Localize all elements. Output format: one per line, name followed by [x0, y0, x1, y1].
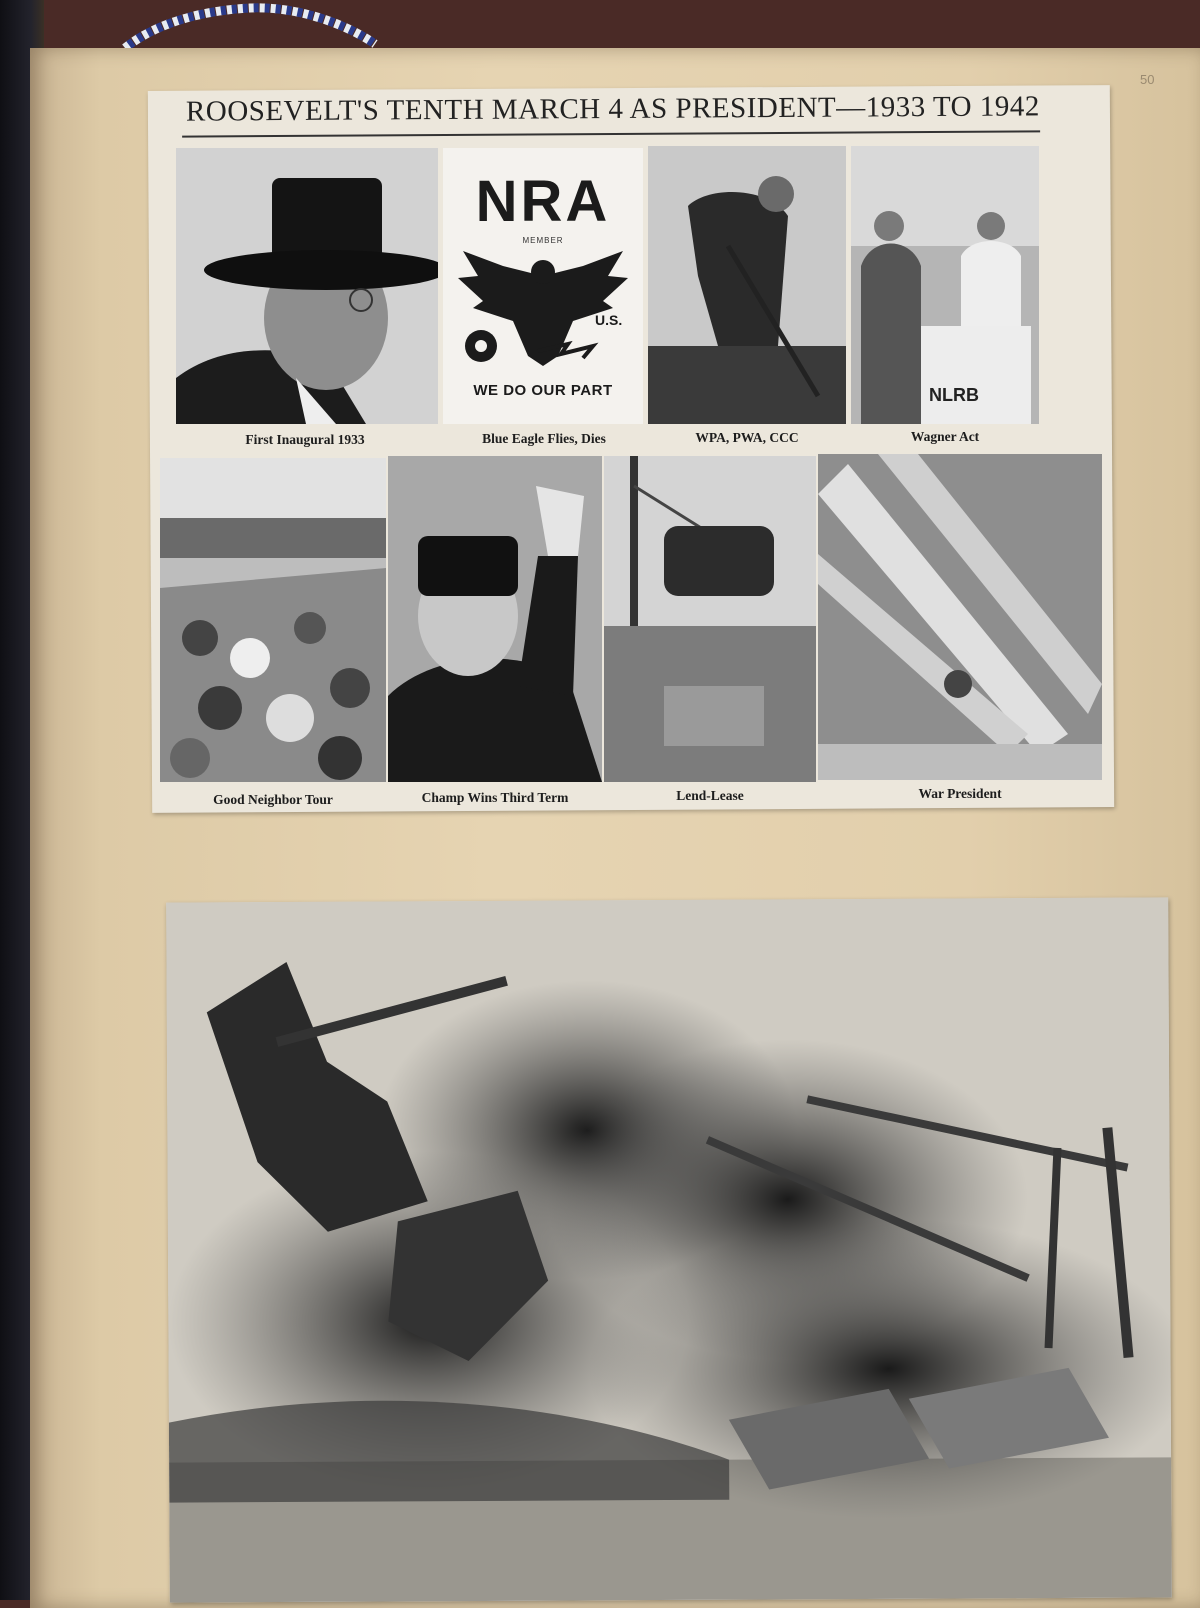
photo-good-neighbor-tour	[160, 458, 386, 782]
nra-member-label: MEMBER	[522, 236, 564, 245]
caption-wpa-pwa-ccc: WPA, PWA, CCC	[695, 430, 799, 445]
caption-war-president: War President	[918, 786, 1002, 801]
caption-first-inaugural: First Inaugural 1933	[245, 432, 365, 447]
photo-first-inaugural	[176, 148, 438, 424]
photo-wpa-worker	[648, 146, 846, 424]
nra-poster	[443, 148, 643, 424]
caption-good-neighbor-tour: Good Neighbor Tour	[213, 792, 333, 807]
nra-title: NRA	[475, 169, 611, 234]
nlrb-box-label: NLRB	[929, 385, 979, 405]
nra-country-label: U.S.	[595, 312, 623, 328]
caption-wagner-act: Wagner Act	[910, 429, 980, 444]
photo-champ-third-term	[388, 456, 602, 782]
photo-lend-lease	[604, 456, 816, 782]
nra-motto: WE DO OUR PART	[473, 382, 613, 399]
caption-champ-third-term: Champ Wins Third Term	[421, 790, 569, 805]
battleship-photograph	[166, 897, 1172, 1602]
blue-eagle-icon	[443, 246, 643, 376]
photo-war-president	[818, 454, 1102, 780]
clipping-headline: ROOSEVELT'S TENTH MARCH 4 AS PRESIDENT—1933 TO 1942	[186, 90, 1036, 135]
page-number-mark: 50	[1140, 72, 1155, 87]
caption-blue-eagle: Blue Eagle Flies, Dies	[482, 431, 606, 446]
binding-cord	[120, 0, 380, 52]
caption-lend-lease: Lend-Lease	[676, 788, 744, 803]
photo-wagner-act	[851, 146, 1039, 424]
